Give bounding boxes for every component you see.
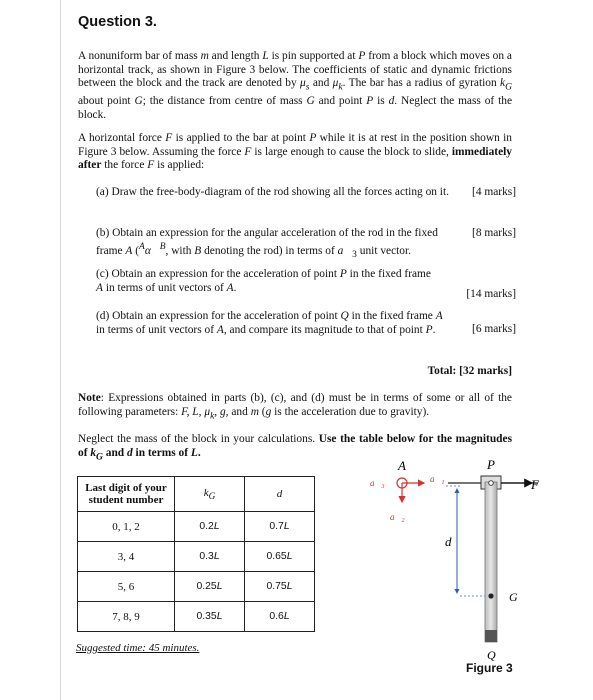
label-p: P (487, 457, 495, 472)
label-a2: $a⃗_2$ (390, 512, 405, 524)
cell-digits: 7, 8, 9 (78, 602, 175, 632)
table-row (78, 542, 315, 572)
label-a1: $a⃗_1$ (430, 474, 445, 486)
centre-of-mass-g (488, 593, 493, 598)
pin-p (489, 481, 494, 486)
nonuniform-bar (485, 482, 497, 642)
label-f: F (531, 477, 539, 492)
total-marks: Total: [32 marks] (427, 365, 512, 377)
part-c: (c) Obtain an expression for the acceleration of point P in the fixed frame A in terms of unit vectors of A. [14 marks] (96, 268, 516, 300)
note-paragraph: Note: Expressions obtained in parts (b), (c), and (d) must be in terms of some or all of the following parameters: F, L, $\mu_k$, g, and m (g is the acceleration due to gravity). (78, 392, 512, 421)
part-b-marks: [8 marks] (472, 227, 516, 239)
label-d: d (445, 534, 452, 549)
header-kg: $k_G$ (175, 477, 245, 512)
cell-digits: 3, 4 (78, 542, 175, 572)
label-g: G (509, 590, 518, 604)
label-a3: $a⃗_3$ (370, 478, 385, 490)
cell-kg: 0.2L (175, 512, 245, 542)
table-header-row (78, 477, 315, 512)
header-student-number: Last digit of your student number (78, 477, 175, 512)
cell-kg: 0.25L (175, 572, 245, 602)
cell-digits: 0, 1, 2 (78, 512, 175, 542)
part-a-marks: [4 marks] (472, 186, 516, 198)
cell-d: 0.7L (245, 512, 315, 542)
table-row (78, 512, 315, 542)
cell-d: 0.65L (245, 542, 315, 572)
table-row (78, 602, 315, 632)
label-q: Q (487, 648, 496, 662)
suggested-time: Suggested time: 45 minutes. (76, 642, 200, 654)
cell-kg: 0.3L (175, 542, 245, 572)
figure-3-diagram (360, 456, 540, 686)
cell-d: 0.6L (245, 602, 315, 632)
header-d: d (245, 477, 315, 512)
problem-description: A nonuniform bar of mass m and length L is pin supported at P from a block which moves on a horizontal track, as shown in Figure 3 below. The coefficients of static and dynamic frictions between the block and the track are denoted by $\mu_s$ and $\mu_k$. The bar has a radius of gyration $k_G$ about point G; the distance from centre of mass G and point P is d. Neglect the mass of the block. (78, 50, 513, 121)
question-title: Question 3. (78, 14, 157, 30)
part-c-marks: [14 marks] (466, 288, 516, 300)
figure-caption: Figure 3 (466, 661, 513, 675)
parameter-table (77, 476, 315, 632)
label-a: A (398, 458, 406, 473)
part-d: (d) Obtain an expression for the acceleration of point Q in the fixed frame A in terms of unit vectors of A, and compare its magnitude to that of point P. [6 marks] (96, 310, 516, 336)
table-instruction: Neglect the mass of the block in your calculations. Use the table below for the magnitudes of $k_G$ and d in terms of L. (78, 433, 512, 462)
table-row (78, 572, 315, 602)
part-a: (a) Draw the free-body-diagram of the rod showing all the forces acting on it. [4 marks] (96, 186, 516, 198)
part-b: (b) Obtain an expression for the angular acceleration of the rod in the fixed frame A ($^A$α⃗$^B$, with B denoting the rod) in terms of $a⃗_3$ unit vector. [8 marks] (96, 227, 516, 260)
part-d-marks: [6 marks] (472, 323, 516, 335)
cell-digits: 5, 6 (78, 572, 175, 602)
cell-kg: 0.35L (175, 602, 245, 632)
loading-description: A horizontal force F is applied to the bar at point P while it is at rest in the position shown in Figure 3 below. Assuming the force F is large enough to cause the block to slide, immediately after the force F is applied: (78, 132, 513, 172)
bar-end-q (485, 630, 497, 642)
cell-d: 0.75L (245, 572, 315, 602)
